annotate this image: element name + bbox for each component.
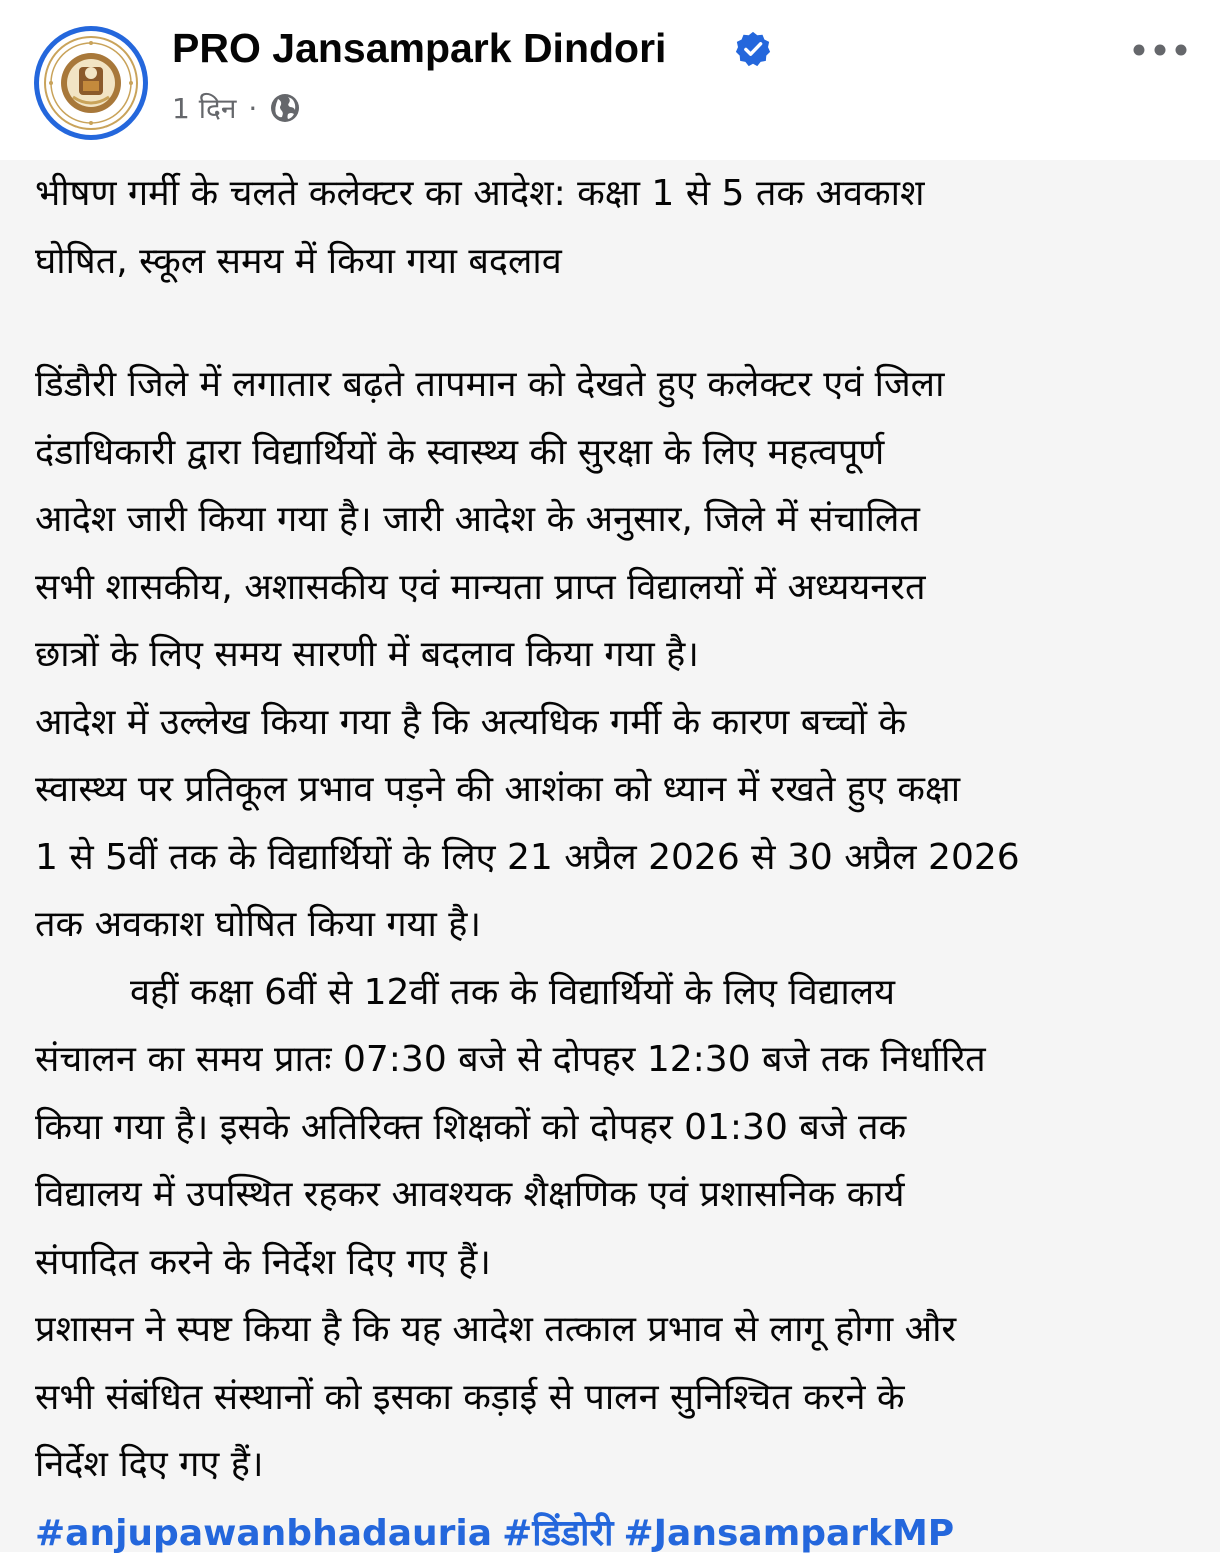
government-seal-icon bbox=[43, 35, 139, 131]
paragraph-line: डिंडौरी जिले में लगातार बढ़ते तापमान को देखते हुए कलेक्टर एवं जिला bbox=[35, 364, 945, 405]
hashtag-jansamparkmp[interactable]: #JansamparkMP bbox=[623, 1512, 955, 1554]
paragraph-line: सभी संबंधित संस्थानों को इसका कड़ाई से पालन सुनिश्चित करने के bbox=[35, 1376, 905, 1418]
post-meta bbox=[172, 86, 301, 130]
post-body bbox=[0, 160, 1220, 1552]
page-avatar[interactable] bbox=[34, 26, 148, 140]
post-text bbox=[35, 160, 1220, 1566]
more-options-button[interactable] bbox=[1128, 28, 1192, 72]
paragraph-line: आदेश जारी किया गया है। जारी आदेश के अनुसार, जिले में संचालित bbox=[35, 499, 920, 540]
avatar-inner bbox=[39, 31, 143, 135]
paragraph-line: संचालन का समय प्रातः 07:30 बजे से दोपहर 12:30 बजे तक निर्धारित bbox=[35, 1039, 986, 1080]
paragraph-line: किया गया है। इसके अतिरिक्त शिक्षकों को दोपहर 01:30 बजे तक bbox=[35, 1106, 907, 1148]
paragraph-line: प्रशासन ने स्पष्ट किया है कि यह आदेश तत्काल प्रभाव से लागू होगा और bbox=[35, 1309, 957, 1350]
paragraph-line: स्वास्थ्य पर प्रतिकूल प्रभाव पड़ने की आशंका को ध्यान में रखते हुए कक्षा bbox=[35, 769, 961, 810]
hashtag-row bbox=[35, 1499, 1220, 1567]
paragraph-gap bbox=[35, 295, 1220, 351]
more-options-icon bbox=[1132, 43, 1188, 57]
paragraph-line: सभी शासकीय, अशासकीय एवं मान्यता प्राप्त विद्यालयों में अध्ययनरत bbox=[35, 566, 926, 608]
paragraph-line: संपादित करने के निर्देश दिए गए हैं। bbox=[35, 1241, 491, 1283]
post-timestamp[interactable]: 1 दिन bbox=[172, 92, 237, 125]
paragraph-line: दंडाधिकारी द्वारा विद्यार्थियों के स्वास्थ्य की सुरक्षा के लिए महत्वपूर्ण bbox=[35, 431, 885, 473]
paragraph-line: छात्रों के लिए समय सारणी में बदलाव किया गया है। bbox=[35, 634, 699, 675]
paragraph-line: विद्यालय में उपस्थित रहकर आवश्यक शैक्षणिक एवं प्रशासनिक कार्य bbox=[35, 1174, 905, 1215]
paragraph-line: निर्देश दिए गए हैं। bbox=[35, 1444, 264, 1485]
hashtag-dindori[interactable]: #डिंडोरी bbox=[502, 1512, 614, 1554]
author-name[interactable]: PRO Jansampark Dindori bbox=[172, 25, 667, 71]
paragraph-line: वहीं कक्षा 6वीं से 12वीं तक के विद्यार्थियों के लिए विद्यालय bbox=[130, 971, 896, 1013]
paragraph-line: 1 से 5वीं तक के विद्यार्थियों के लिए 21 अप्रैल 2026 से 30 अप्रैल 2026 bbox=[35, 836, 1020, 878]
meta-separator: · bbox=[248, 91, 258, 125]
post-title-line: घोषित, स्कूल समय में किया गया बदलाव bbox=[35, 240, 562, 282]
paragraph-line: आदेश में उल्लेख किया गया है कि अत्यधिक गर्मी के कारण बच्चों के bbox=[35, 701, 907, 743]
post-header bbox=[0, 0, 1220, 160]
post-title-line: भीषण गर्मी के चलते कलेक्टर का आदेश: कक्षा 1 से 5 तक अवकाश bbox=[35, 173, 925, 214]
paragraph-line: तक अवकाश घोषित किया गया है। bbox=[35, 904, 482, 945]
globe-icon[interactable] bbox=[269, 92, 301, 124]
hashtag-anjupawanbhadauria[interactable]: #anjupawanbhadauria bbox=[35, 1512, 493, 1554]
verified-badge-icon bbox=[734, 30, 772, 68]
